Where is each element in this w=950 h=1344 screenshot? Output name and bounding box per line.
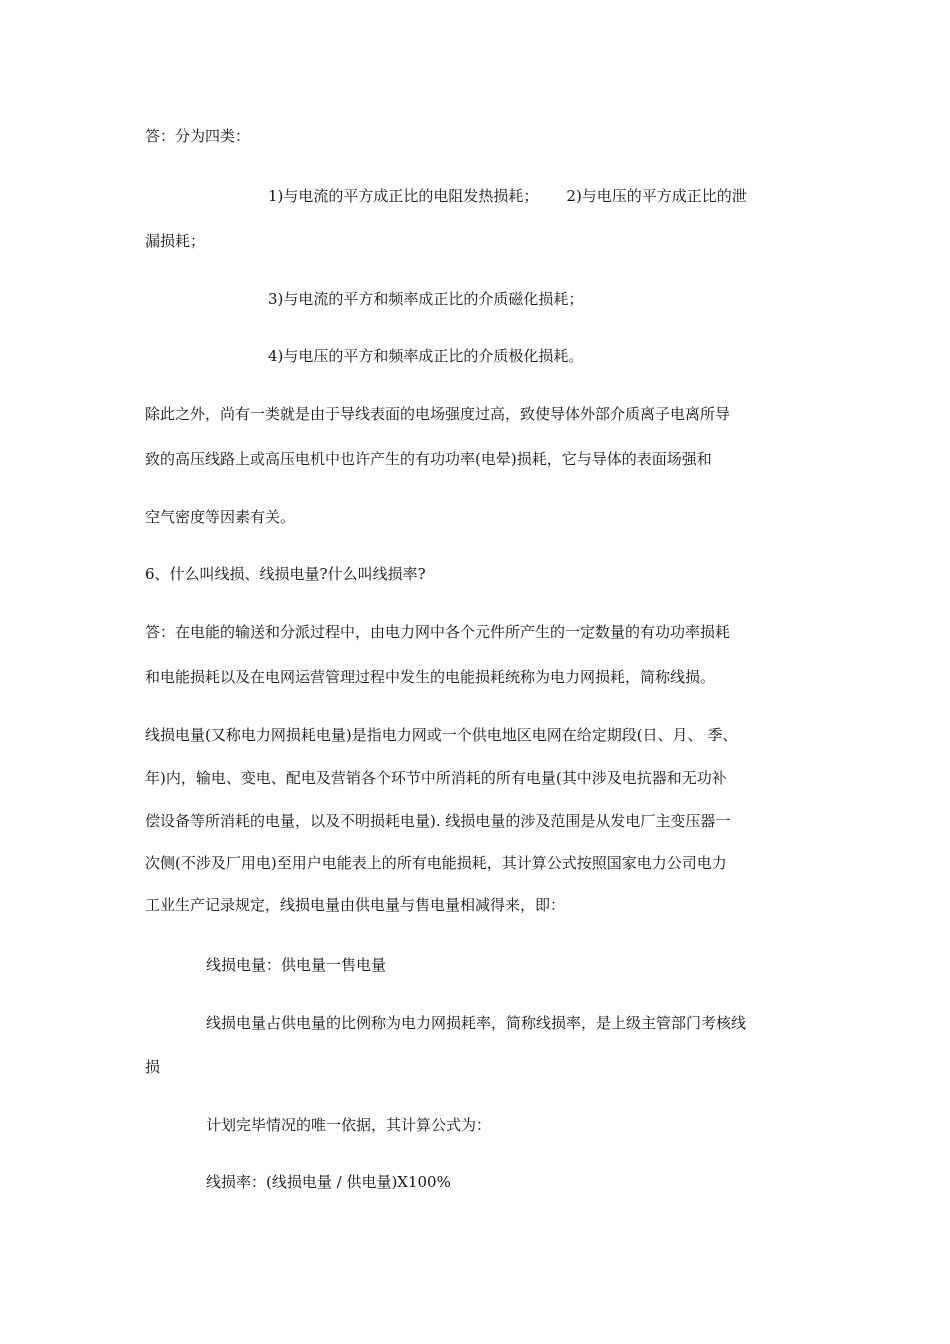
loss-item-2-continued: 漏损耗； <box>145 232 206 250</box>
rate-definition-line-3: 计划完毕情况的唯一依据，其计算公式为： <box>206 1116 492 1134</box>
formula-loss-rate: 线损率：(线损电量 / 供电量)X100% <box>206 1173 451 1191</box>
loss-energy-paragraph-line-3: 偿设备等所消耗的电量，以及不明损耗电量). 线损电量的涉及范围是从发电厂主变压器一 <box>145 812 731 830</box>
answer-6-line-1: 答：在电能的输送和分派过程中，由电力网中各个元件所产生的一定数量的有功功率损耗 <box>145 623 731 641</box>
answer-intro: 答：分为四类： <box>145 127 251 145</box>
loss-item-3: 3)与电流的平方和频率成正比的介质磁化损耗； <box>268 290 584 308</box>
rate-definition-line-1: 线损电量占供电量的比例称为电力网损耗率，简称线损率，是上级主管部门考核线 <box>206 1014 747 1032</box>
corona-paragraph-line-3: 空气密度等因素有关。 <box>145 508 296 526</box>
loss-item-1-and-2 <box>268 186 747 206</box>
loss-item-1: 1)与电流的平方成正比的电阻发热损耗； <box>268 187 539 205</box>
loss-item-4: 4)与电压的平方和频率成正比的介质极化损耗。 <box>268 347 584 365</box>
question-6-heading: 6、什么叫线损、线损电量?什么叫线损率? <box>145 565 426 583</box>
loss-energy-paragraph-line-1: 线损电量(又称电力网损耗电量)是指电力网或一个供电地区电网在给定期段(日、月、 季、 <box>145 726 738 744</box>
answer-6-line-2: 和电能损耗以及在电网运营管理过程中发生的电能损耗统称为电力网损耗，简称线损。 <box>145 668 716 686</box>
rate-definition-line-2: 损 <box>145 1058 161 1076</box>
loss-energy-paragraph-line-5: 工业生产记录规定，线损电量由供电量与售电量相减得来，即： <box>145 896 566 914</box>
loss-energy-paragraph-line-2: 年)内，输电、变电、配电及营销各个环节中所消耗的所有电量(其中涉及电抗器和无功补 <box>145 769 727 787</box>
loss-item-2: 2)与电压的平方成正比的泄 <box>566 187 747 205</box>
corona-paragraph-line-2: 致的高压线路上或高压电机中也许产生的有功功率(电晕)损耗，它与导体的表面场强和 <box>145 450 712 468</box>
loss-energy-paragraph-line-4: 次侧(不涉及厂用电)至用户电能表上的所有电能损耗，其计算公式按照国家电力公司电力 <box>145 854 727 872</box>
formula-loss-energy: 线损电量：供电量一售电量 <box>206 956 387 974</box>
corona-paragraph-line-1: 除此之外，尚有一类就是由于导线表面的电场强度过高，致使导体外部介质离子电离所导 <box>145 405 731 423</box>
